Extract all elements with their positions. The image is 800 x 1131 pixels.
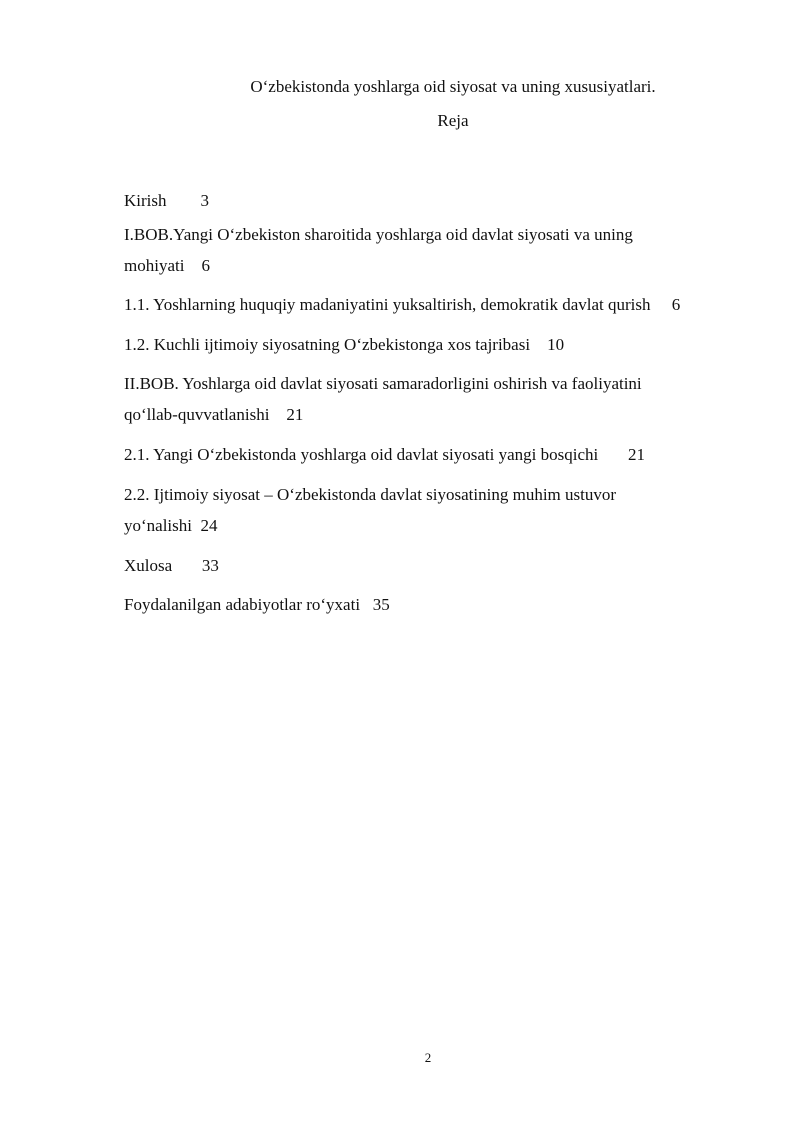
toc-page-number: 24 [200,516,218,535]
toc-entry-2-1: 2.1. Yangi O‘zbekistonda yoshlarga oid davlat siyosati yangi bosqichi 21 [124,445,645,464]
toc-page-number: 21 [286,405,304,424]
toc-entry-xulosa: Xulosa 33 [124,556,219,575]
toc-page-number: 21 [627,445,645,464]
toc-page-number: 33 [201,556,219,575]
toc-entry-1-1: 1.1. Yoshlarning huquqiy madaniyatini yuksaltirish, demokratik davlat qurish 6 [124,295,681,314]
document-title: O‘zbekistonda yoshlarga oid siyosat va uning xususiyatlari. [250,77,656,96]
toc-page-number: 6 [201,256,210,275]
toc-page-number: 6 [671,295,681,314]
document-subtitle: Reja [437,111,469,130]
toc-entry-chapter-2-cont: qo‘llab-quvvatlanishi 21 [124,405,304,424]
toc-page-number: 3 [200,191,209,210]
toc-page-number: 10 [547,335,565,354]
toc-entry-references: Foydalanilgan adabiyotlar ro‘yxati 35 [124,595,390,614]
toc-page-number: 35 [372,595,390,614]
toc-entry-2-2-cont: yo‘nalishi 24 [124,516,218,535]
toc-entry-chapter-1-cont: mohiyati 6 [124,256,210,275]
toc-entry-chapter-1: I.BOB.Yangi O‘zbekiston sharoitida yoshlarga oid davlat siyosati va uning [124,225,633,244]
page-number: 2 [424,1050,432,1065]
toc-entry-2-2: 2.2. Ijtimoiy siyosat – O‘zbekistonda davlat siyosatining muhim ustuvor [124,485,617,504]
toc-entry-1-2: 1.2. Kuchli ijtimoiy siyosatning O‘zbekistonga xos tajribasi 10 [124,335,565,354]
toc-entry-chapter-2: II.BOB. Yoshlarga oid davlat siyosati samaradorligini oshirish va faoliyatini [124,374,642,393]
toc-entry-kirish: Kirish 3 [124,191,209,210]
